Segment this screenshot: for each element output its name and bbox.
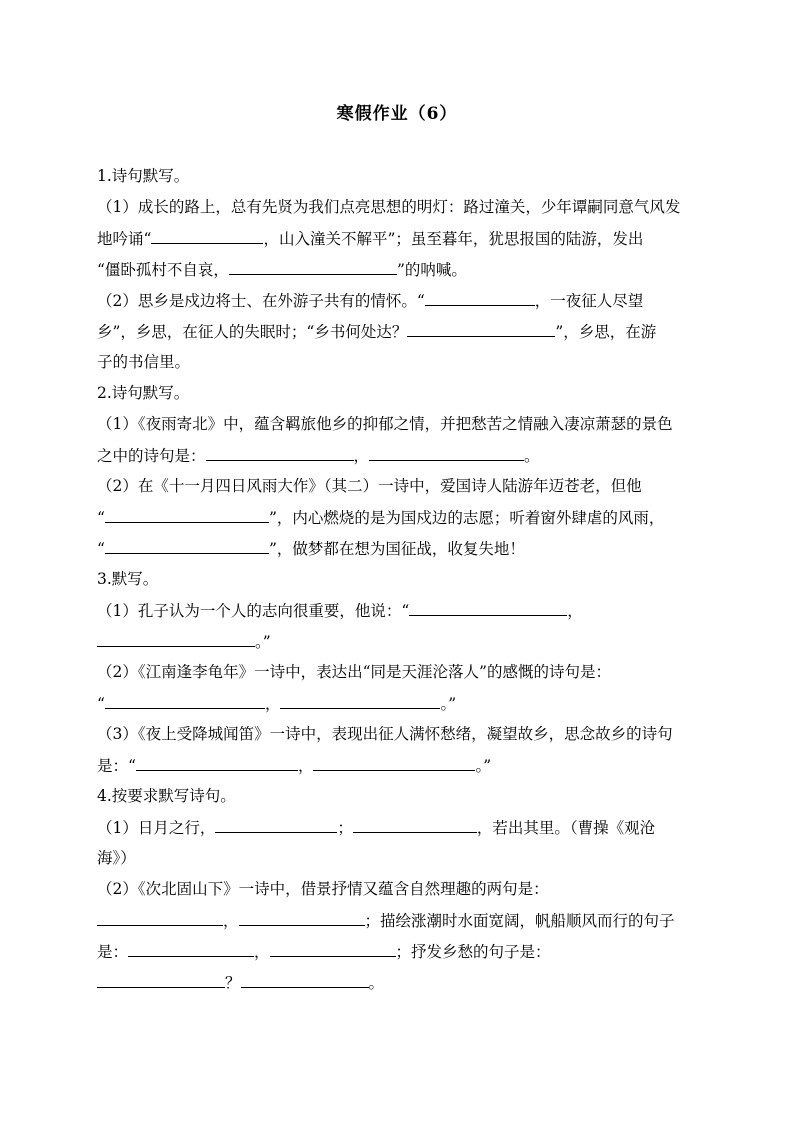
answer-blank[interactable] (128, 941, 254, 957)
q4-2-text: （2）《次北固山下》一诗中，借景抒情又蕴含自然理趣的两句是： (97, 880, 549, 898)
q1-1-text: 地吟诵“ ，山入潼关不解平”；虽至暮年，犹思报国的陆游，发出 (97, 230, 644, 248)
q4-2-text: 是： ， ；抒发乡愁的句子是： (97, 943, 551, 961)
q3-3-text: （3）《夜上受降城闻笛》一诗中，表现出征人满怀愁绪，凝望故乡，思念故乡的诗句 (97, 725, 673, 743)
q1-1-text: “僵卧孤村不自哀， ”的呐喊。 (97, 261, 467, 279)
answer-blank[interactable] (97, 972, 225, 988)
q2-1-text: （1）《夜雨寄北》中，蕴含羁旅他乡的抑郁之情，并把愁苦之情融入凄凉萧瑟的景色 (97, 415, 673, 433)
q4-1-text: 海》） (97, 849, 136, 867)
q1-2-text: （2）思乡是戍边将士、在外游子共有的情怀。“ ，一夜征人尽望 (97, 292, 644, 310)
section-4-heading: 4.按要求默写诗句。 (97, 787, 236, 805)
q1-2-text: 子的书信里。 (97, 353, 191, 371)
answer-blank[interactable] (229, 259, 397, 275)
q4-2-text: ， ；描绘涨潮时水面宽阔，帆船顺风而行的句子 (97, 910, 675, 931)
answer-blank[interactable] (239, 910, 365, 926)
answer-blank[interactable] (105, 507, 269, 523)
q3-2-text: （2）《江南逢李龟年》一诗中，表达出“同是天涯沦落人”的感慨的诗句是： (97, 663, 611, 681)
section-1-heading: 1.诗句默写。 (97, 167, 190, 185)
q3-1-text: （1）孔子认为一个人的志向很重要，他说：“ ， (97, 602, 583, 620)
q3-3-text: 是：“ ， 。” (97, 757, 492, 775)
answer-blank[interactable] (369, 445, 524, 461)
answer-blank[interactable] (105, 538, 269, 554)
q2-2-text: （2）在《十一月四日风雨大作》（其二）一诗中，爱国诗人陆游年迈苍老，但他 (97, 477, 642, 495)
q2-1-text: 之中的诗句是： ， 。 (97, 447, 540, 465)
answer-blank[interactable] (97, 631, 255, 647)
answer-blank[interactable] (407, 321, 555, 337)
q3-1-text: 。” (97, 631, 271, 652)
q1-2-text: 乡”，乡思，在征人的失眠时；“乡书何处达？ ”，乡思，在游 (97, 323, 657, 341)
q2-2-text: “ ”，内心燃烧的是为国戍边的志愿；听着窗外肆虐的风雨， (97, 509, 665, 527)
answer-blank[interactable] (136, 755, 298, 771)
answer-blank[interactable] (151, 228, 263, 244)
section-2-heading: 2.诗句默写。 (97, 384, 190, 402)
section-3-heading: 3.默写。 (97, 570, 159, 588)
q3-2-text: “ ， 。” (97, 695, 457, 713)
answer-blank[interactable] (215, 817, 337, 833)
q1-1-text: （1）成长的路上，总有先贤为我们点亮思想的明灯：路过潼关，少年谭嗣同意气风发 (97, 198, 681, 216)
q2-2-text: “ ”，做梦都在想为国征战，收复失地！ (97, 540, 525, 558)
answer-blank[interactable] (313, 755, 475, 771)
answer-blank[interactable] (97, 910, 223, 926)
answer-blank[interactable] (241, 972, 369, 988)
answer-blank[interactable] (353, 817, 477, 833)
q4-1-text: （1）日月之行， ； ，若出其里。（曹操《观沧 (97, 819, 656, 837)
answer-blank[interactable] (270, 941, 396, 957)
answer-blank[interactable] (425, 290, 535, 306)
answer-blank[interactable] (409, 600, 567, 616)
q4-2-text: ？ 。 (97, 972, 384, 993)
answer-blank[interactable] (280, 693, 440, 709)
answer-blank[interactable] (206, 445, 354, 461)
page-title: 寒假作业（6） (336, 104, 458, 124)
answer-blank[interactable] (105, 693, 265, 709)
